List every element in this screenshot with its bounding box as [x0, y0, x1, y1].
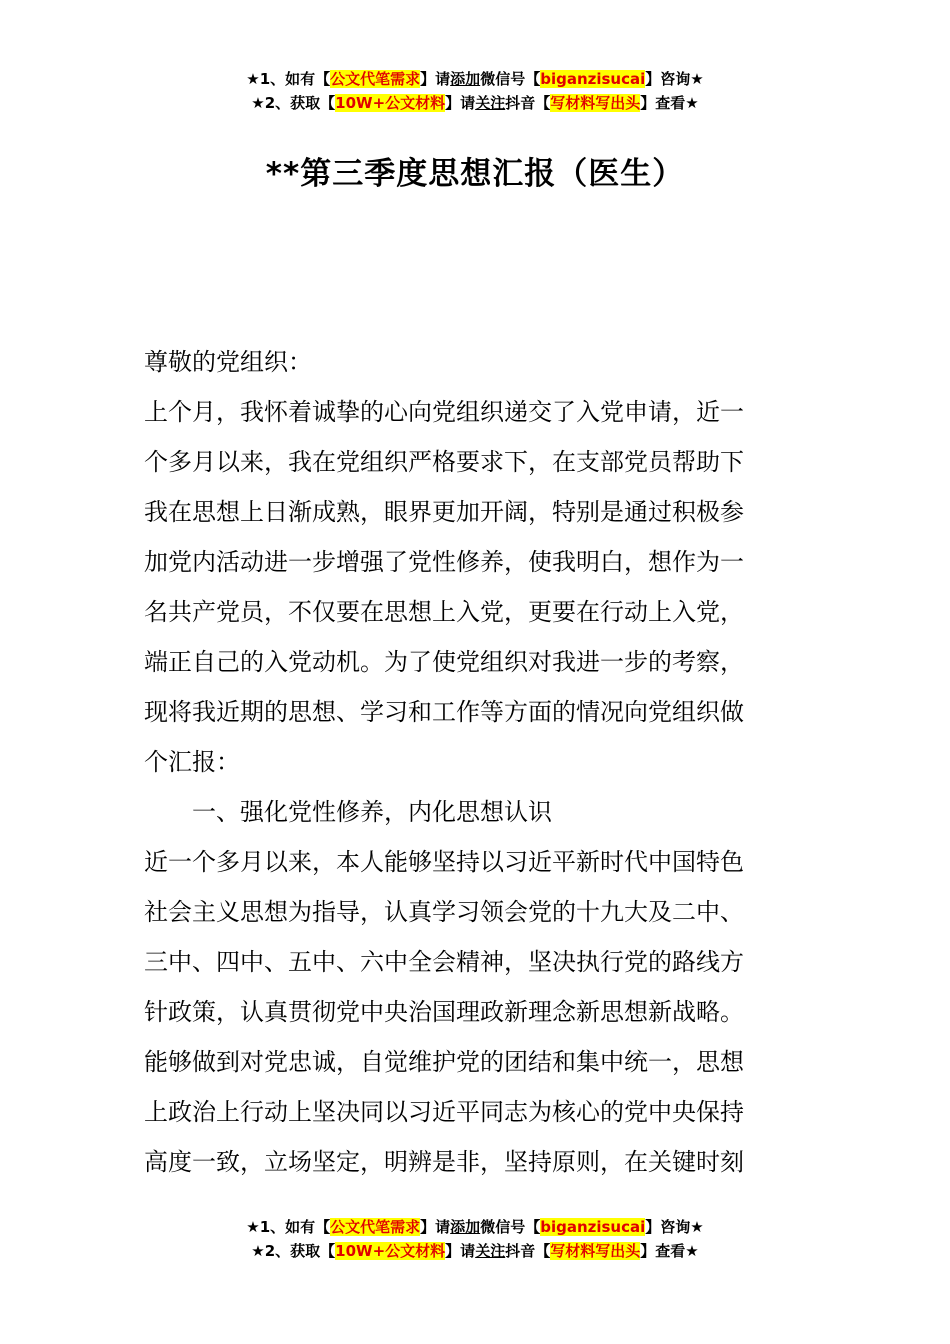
body-line: 上个月，我怀着诚挚的心向党组织递交了入党申请，近一 — [144, 398, 744, 426]
banner-line-2 — [0, 91, 950, 115]
underlined-text: 关注 — [475, 1242, 506, 1260]
banner-text: 】请 — [445, 1242, 476, 1260]
body-line: 三中、四中、五中、六中全会精神，坚决执行党的路线方 — [144, 948, 744, 976]
footer-banner — [0, 1215, 950, 1263]
wechat-id: biganzisucai — [540, 1218, 646, 1236]
banner-text: 】咨询 — [645, 70, 691, 88]
body-line: 近一个多月以来，本人能够坚持以习近平新时代中国特色 — [144, 848, 744, 876]
douyin-account: 写材料写出头 — [550, 1242, 641, 1260]
banner-text: 】咨询 — [645, 1218, 691, 1236]
star-icon: ★ — [690, 70, 704, 88]
body-line: 现将我近期的思想、学习和工作等方面的情况向党组织做 — [144, 698, 744, 726]
star-icon: ★ — [251, 94, 265, 112]
salutation: 尊敬的党组织： — [144, 348, 312, 376]
body-line: 个多月以来，我在党组织严格要求下，在支部党员帮助下 — [144, 448, 744, 476]
body-line: 个汇报： — [144, 748, 240, 776]
banner-text: 1、如有【 — [259, 1218, 331, 1236]
star-icon: ★ — [685, 1242, 699, 1260]
section-heading: 一、强化党性修养，内化思想认识 — [192, 798, 552, 826]
banner-text: 抖音【 — [505, 94, 551, 112]
header-banner — [0, 67, 950, 115]
douyin-account: 写材料写出头 — [550, 94, 641, 112]
banner-text: 微信号【 — [480, 70, 541, 88]
banner-line-1 — [0, 1215, 950, 1239]
body-line: 加党内活动进一步增强了党性修养，使我明白，想作为一 — [144, 548, 744, 576]
body-line: 上政治上行动上坚决同以习近平同志为核心的党中央保持 — [144, 1098, 744, 1126]
highlight-text: 10W+公文材料 — [335, 94, 446, 112]
body-line: 高度一致，立场坚定，明辨是非，坚持原则，在关键时刻 — [144, 1148, 744, 1176]
underlined-text: 添加 — [450, 70, 481, 88]
page-title: **第三季度思想汇报（医生） — [265, 156, 685, 192]
body-line: 能够做到对党忠诚，自觉维护党的团结和集中统一，思想 — [144, 1048, 744, 1076]
star-icon: ★ — [685, 94, 699, 112]
banner-line-2 — [0, 1239, 950, 1263]
star-icon: ★ — [246, 70, 260, 88]
banner-text: 】请 — [420, 1218, 451, 1236]
wechat-id: biganzisucai — [540, 70, 646, 88]
banner-text: 】请 — [420, 70, 451, 88]
star-icon: ★ — [251, 1242, 265, 1260]
body-line: 端正自己的入党动机。为了使党组织对我进一步的考察， — [144, 648, 744, 676]
banner-text: 微信号【 — [480, 1218, 541, 1236]
body-line: 社会主义思想为指导，认真学习领会党的十九大及二中、 — [144, 898, 744, 926]
underlined-text: 关注 — [475, 94, 506, 112]
banner-text: 1、如有【 — [259, 70, 331, 88]
banner-text: 2、获取【 — [264, 94, 336, 112]
highlight-text: 公文代笔需求 — [330, 1218, 421, 1236]
body-line: 我在思想上日渐成熟，眼界更加开阔，特别是通过积极参 — [144, 498, 744, 526]
star-icon: ★ — [246, 1218, 260, 1236]
banner-text: 2、获取【 — [264, 1242, 336, 1260]
body-line: 针政策，认真贯彻党中央治国理政新理念新思想新战略。 — [144, 998, 744, 1026]
banner-line-1 — [0, 67, 950, 91]
banner-text: 】请 — [445, 94, 476, 112]
underlined-text: 添加 — [450, 1218, 481, 1236]
banner-text: 】查看 — [640, 94, 686, 112]
highlight-text: 公文代笔需求 — [330, 70, 421, 88]
document-body — [144, 337, 809, 1187]
body-line: 名共产党员，不仅要在思想上入党，更要在行动上入党， — [144, 598, 744, 626]
highlight-text: 10W+公文材料 — [335, 1242, 446, 1260]
banner-text: 】查看 — [640, 1242, 686, 1260]
banner-text: 抖音【 — [505, 1242, 551, 1260]
star-icon: ★ — [690, 1218, 704, 1236]
